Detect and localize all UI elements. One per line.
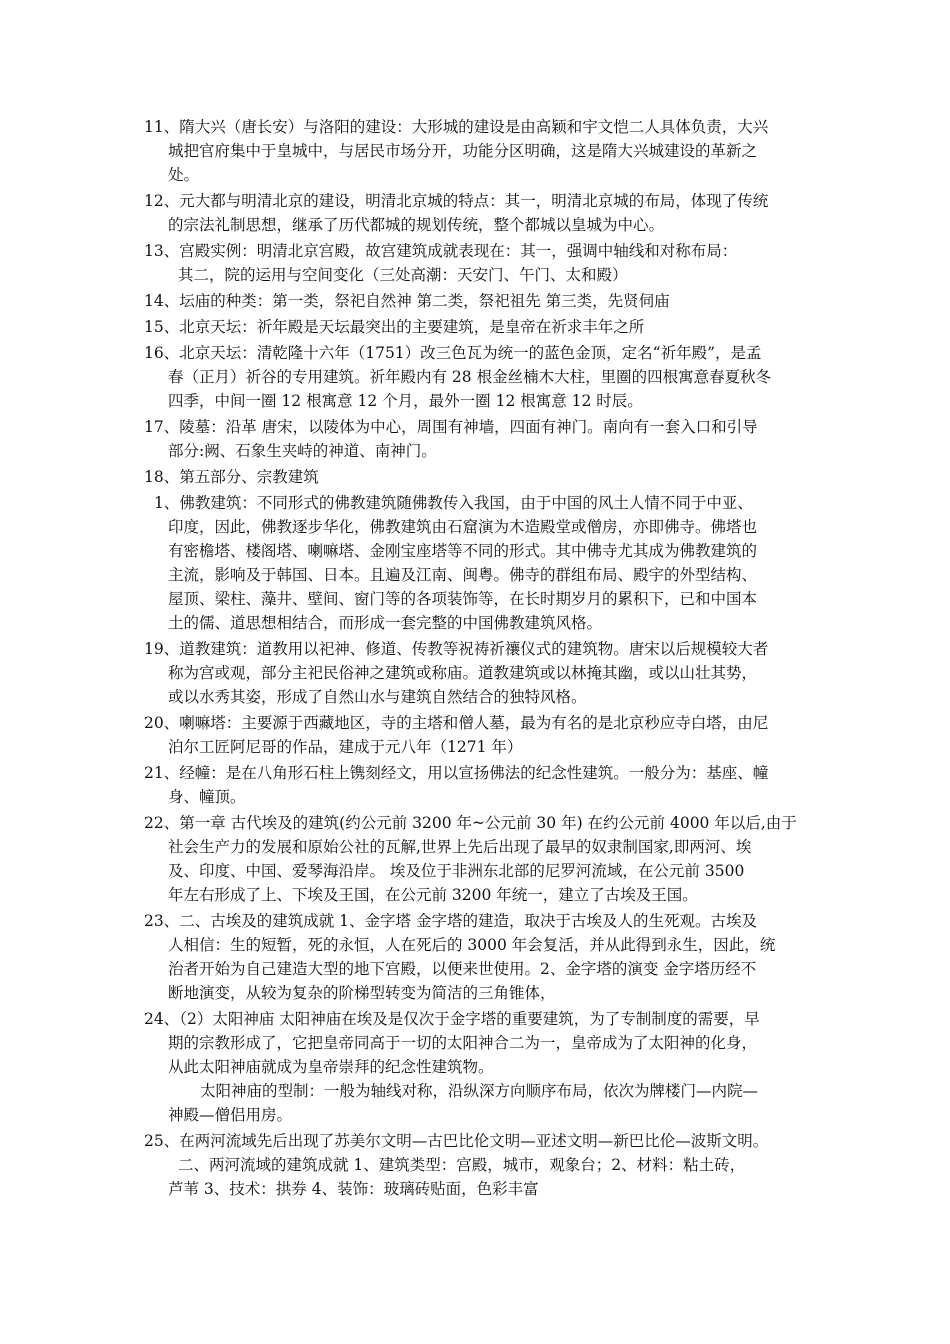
text-line: 16、北京天坛：清乾隆十六年（1751）改三色瓦为统一的蓝色金顶，定名“祈年殿”，是孟	[144, 344, 762, 362]
text-line: 人相信：生的短暂，死的永恒，人在死后的 3000 年会复活，并从此得到永生，因此，统	[168, 936, 776, 954]
list-item-17	[144, 415, 812, 463]
text-line: 25、在两河流域先后出现了苏美尔文明—古巴比伦文明—亚述文明—新巴比伦—波斯文明。	[144, 1132, 769, 1150]
text-line: 主流，影响及于韩国、日本。且遍及江南、闽粤。佛寺的群组布局、殿宇的外型结构、	[168, 566, 758, 584]
text-line: 期的宗教形成了，它把皇帝同高于一切的太阳神合二为一，皇帝成为了太阳神的化身，	[168, 1034, 758, 1052]
text-line: 21、经幢：是在八角形石柱上镌刻经文，用以宣扬佛法的纪念性建筑。一般分为：基座、幢	[144, 764, 769, 782]
text-line: 四季，中间一圈 12 根寓意 12 个月，最外一圈 12 根寓意 12 时辰。	[168, 392, 643, 410]
text-line: 部分:阙、石象生夹峙的神道、南神门。	[168, 442, 437, 460]
text-line: 称为宫或观，部分主祀民俗神之建筑或称庙。道教建筑或以林掩其幽，或以山壮其势，	[168, 664, 758, 682]
text-line: 芦苇 3、技术：拱券 4、装饰：玻璃砖贴面，色彩丰富	[168, 1180, 539, 1198]
text-line: 19、道教建筑：道教用以祀神、修道、传教等祝祷祈禳仪式的建筑物。唐宋以后规模较大者	[144, 640, 769, 658]
text-line: 的宗法礼制思想，继承了历代都城的规划传统，整个都城以皇城为中心。	[168, 216, 665, 234]
list-item-16	[144, 341, 812, 413]
text-line: 及、印度、中国、爱琴海沿岸。 埃及位于非洲东北部的尼罗河流域，在公元前 3500	[168, 862, 745, 880]
text-line: 20、喇嘛塔：主要源于西藏地区，寺的主塔和僧人墓，最为有名的是北京秒应寺白塔，由尼	[144, 714, 769, 732]
text-line: 断地演变，从较为复杂的阶梯型转变为简洁的三角锥体，	[168, 984, 556, 1002]
text-line: 春（正月）祈谷的专用建筑。祈年殿内有 28 根金丝楠木大柱，里圈的四根寓意春夏秋冬	[168, 368, 772, 386]
text-line: 24、（2）太阳神庙 太阳神庙在埃及是仅次于金字塔的重要建筑，为了专制制度的需要，早	[144, 1010, 760, 1028]
text-line: 神殿—僧侣用房。	[168, 1106, 293, 1124]
text-line: 从此太阳神庙就成为皇帝崇拜的纪念性建筑物。	[168, 1058, 494, 1076]
document-body	[144, 115, 812, 1203]
list-item-14	[144, 289, 812, 313]
text-line: 泊尔工匠阿尼哥的作品，建成于元八年（1271 年）	[168, 738, 523, 756]
section-heading: 18、第五部分、宗教建筑	[144, 468, 319, 486]
list-item-20	[144, 711, 812, 759]
list-item-24	[144, 1007, 812, 1127]
text-line: 治者开始为自己建造大型的地下宫殿，以便来世使用。2、金字塔的演变 金字塔历经不	[168, 960, 757, 978]
text-line: 12、元大都与明清北京的建设，明清北京城的特点：其一，明清北京城的布局，体现了传统	[144, 192, 769, 210]
text-line: 处。	[168, 166, 200, 184]
list-item-25	[144, 1129, 812, 1201]
list-item-12	[144, 189, 812, 237]
list-item-22	[144, 811, 812, 907]
text-line: 其二，院的运用与空间变化（三处高潮：天安门、午门、太和殿）	[178, 266, 628, 284]
text-line: 17、陵墓：沿革 唐宋，以陵体为中心，周围有神墙，四面有神门。南向有一套入口和引导	[144, 418, 758, 436]
list-item-21	[144, 761, 812, 809]
text-line: 印度，因此，佛教逐步华化，佛教建筑由石窟演为木造殿堂或僧房，亦即佛寺。佛塔也	[168, 518, 758, 536]
text-line: 社会生产力的发展和原始公社的瓦解,世界上先后出现了最早的奴隶制国家,即两河、埃	[168, 838, 752, 856]
text-line: 土的儒、道思想相结合，而形成一套完整的中国佛教建筑风格。	[168, 614, 603, 632]
text-line: 或以水秀其姿，形成了自然山水与建筑自然结合的独特风格。	[168, 688, 587, 706]
text-line: 15、北京天坛：祈年殿是天坛最突出的主要建筑，是皇帝在祈求丰年之所	[144, 318, 645, 336]
list-item-buddhist	[144, 491, 812, 635]
list-item-11	[144, 115, 812, 187]
list-item-15	[144, 315, 812, 339]
list-item-13	[144, 239, 812, 287]
text-line: 有密檐塔、楼阁塔、喇嘛塔、金刚宝座塔等不同的形式。其中佛寺尤其成为佛教建筑的	[168, 542, 758, 560]
text-line: 太阳神庙的型制：一般为轴线对称，沿纵深方向顺序布局，依次为牌楼门—内院—	[200, 1082, 759, 1100]
list-item-18	[144, 465, 812, 489]
text-line: 年左右形成了上、下埃及王国，在公元前 3200 年统一，建立了古埃及王国。	[168, 886, 698, 904]
text-line: 身、幢顶。	[168, 788, 246, 806]
list-item-23	[144, 909, 812, 1005]
text-line: 城把官府集中于皇城中，与居民市场分开，功能分区明确，这是隋大兴城建设的革新之	[168, 142, 758, 160]
text-line: 屋顶、梁柱、藻井、壁间、窗门等的各项装饰等，在长时期岁月的累积下，已和中国本	[168, 590, 758, 608]
text-line: 1、佛教建筑：不同形式的佛教建筑随佛教传入我国，由于中国的风土人情不同于中亚、	[154, 494, 753, 512]
text-line: 13、宫殿实例：明清北京宫殿，故宫建筑成就表现在：其一，强调中轴线和对称布局：	[144, 242, 738, 260]
text-line: 14、坛庙的种类：第一类，祭祀自然神 第二类，祭祀祖先 第三类，先贤伺庙	[144, 292, 670, 310]
text-line: 11、隋大兴（唐长安）与洛阳的建设：大形城的建设是由高颖和宇文恺二人具体负责，大兴	[144, 118, 769, 136]
list-item-19	[144, 637, 812, 709]
text-line: 22、第一章 古代埃及的建筑(约公元前 3200 年~公元前 30 年) 在约公元前 4000 年以后,由于	[144, 814, 797, 832]
text-line: 23、二、古埃及的建筑成就 1、金字塔 金字塔的建造，取决于古埃及人的生死观。古埃及	[144, 912, 757, 930]
text-line: 二、两河流域的建筑成就 1、建筑类型：宫殿，城市，观象台；2、材料：粘土砖，	[178, 1156, 746, 1174]
